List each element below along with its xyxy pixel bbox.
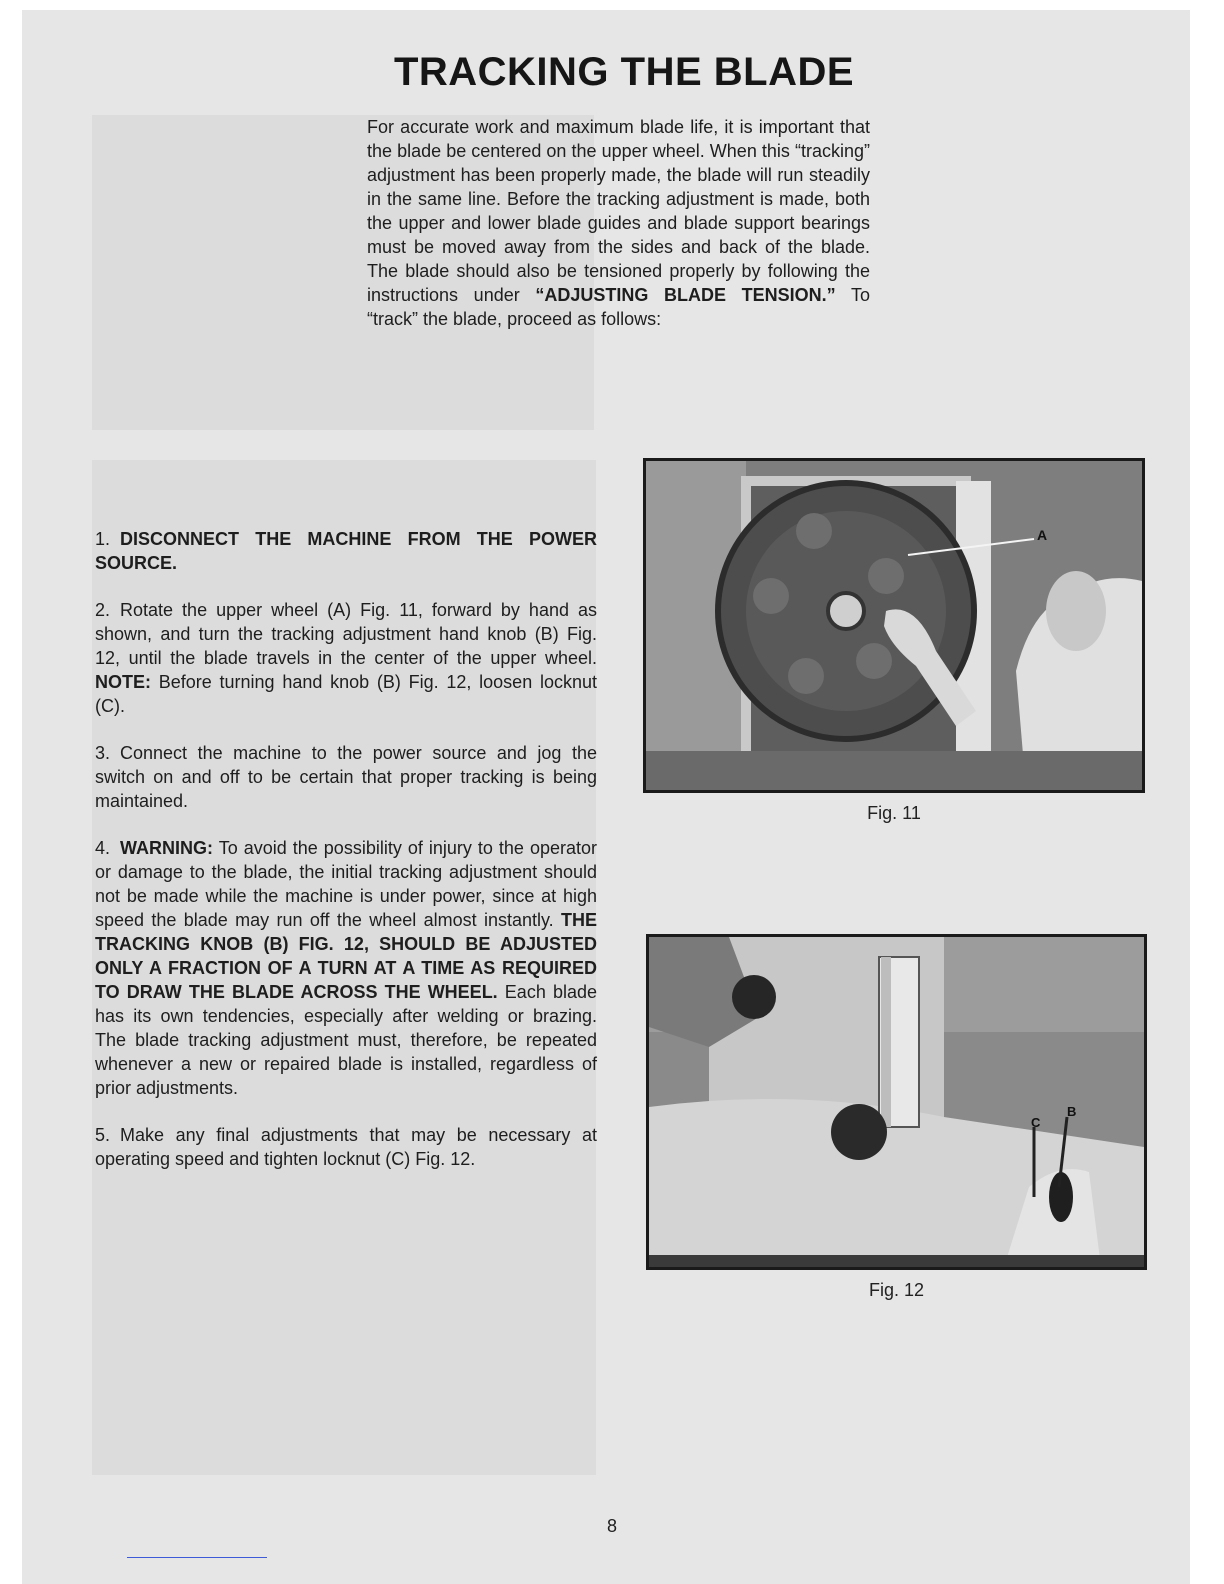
step-number: 4. (95, 838, 111, 858)
page-number: 8 (606, 1516, 617, 1536)
warning-label: WARNING: (120, 838, 214, 858)
callout-a: A (1037, 527, 1048, 543)
callout-b: B (1067, 1104, 1077, 1119)
step-1 (95, 527, 597, 575)
note-label: NOTE: (95, 672, 151, 692)
figure-11-caption: Fig. 11 (867, 803, 921, 823)
step-5-text: Make any final adjustments that may be necessary at operating speed and tighten locknut (C) Fig. 12. (95, 1125, 597, 1169)
intro-text: For accurate work and maximum blade life, it is important that the blade be centered on the upper wheel. When this “tracking” adjustment has been properly made, the blade will run steadily in the same line. Before the tracking adjustment is made, both the upper and lower blade guides and blade support bearings must be moved away from the sides and back of the blade. The blade should also be tensioned properly by following the instructions under (367, 117, 870, 305)
callout-c: C (1031, 1115, 1041, 1130)
intro-paragraph (367, 115, 870, 331)
figure-12 (646, 934, 1147, 1301)
step-number: 3. (95, 743, 111, 763)
figure-12-caption: Fig. 12 (868, 1280, 925, 1300)
link-underline (127, 1557, 267, 1558)
step-4-text: To avoid the possibility of injury to the operator or damage to the blade, the initial tracking adjustment should not be made while the machine is under power, since at high speed the blade may run off the wheel almost instantly. (95, 838, 597, 930)
step-3-text: Connect the machine to the power source and jog the switch on and off to be certain that proper tracking is being maintained. (95, 743, 597, 811)
step-number: 2. (95, 600, 111, 620)
intro-text-end: To “track” the blade, proceed as follows: (367, 285, 870, 329)
intro-section-reference: “ADJUSTING BLADE TENSION.” (535, 285, 836, 305)
note-text: Before turning hand knob (B) Fig. 12, loosen locknut (C). (95, 672, 597, 716)
tracking-knob-photo (646, 934, 1147, 1270)
figure-11 (643, 458, 1145, 824)
step-3 (95, 741, 597, 813)
step-5 (95, 1123, 597, 1171)
step-4 (95, 836, 597, 1100)
upper-wheel-photo (643, 458, 1145, 793)
step-1-warning: DISCONNECT THE MACHINE FROM THE POWER SOURCE. (95, 529, 597, 573)
step-2 (95, 598, 597, 718)
step-2-text: Rotate the upper wheel (A) Fig. 11, forward by hand as shown, and turn the tracking adjustment hand knob (B) Fig. 12, until the blade travels in the center of the upper wheel. (95, 600, 597, 668)
step-number: 5. (95, 1125, 111, 1145)
step-4-text-end: Each blade has its own tendencies, especially after welding or brazing. The blade tracking adjustment must, therefore, be repeated whenever a new or repaired blade is installed, regardless of prior adjustments. (95, 982, 597, 1098)
step-4-caution: THE TRACKING KNOB (B) FIG. 12, SHOULD BE ADJUSTED ONLY A FRACTION OF A TURN AT A TIME AS REQUIRED TO DRAW THE BLADE ACROSS THE WHEEL. (95, 910, 597, 1002)
page-title: TRACKING THE BLADE (393, 50, 855, 94)
procedure-steps (95, 527, 597, 1194)
step-number: 1. (95, 529, 111, 549)
